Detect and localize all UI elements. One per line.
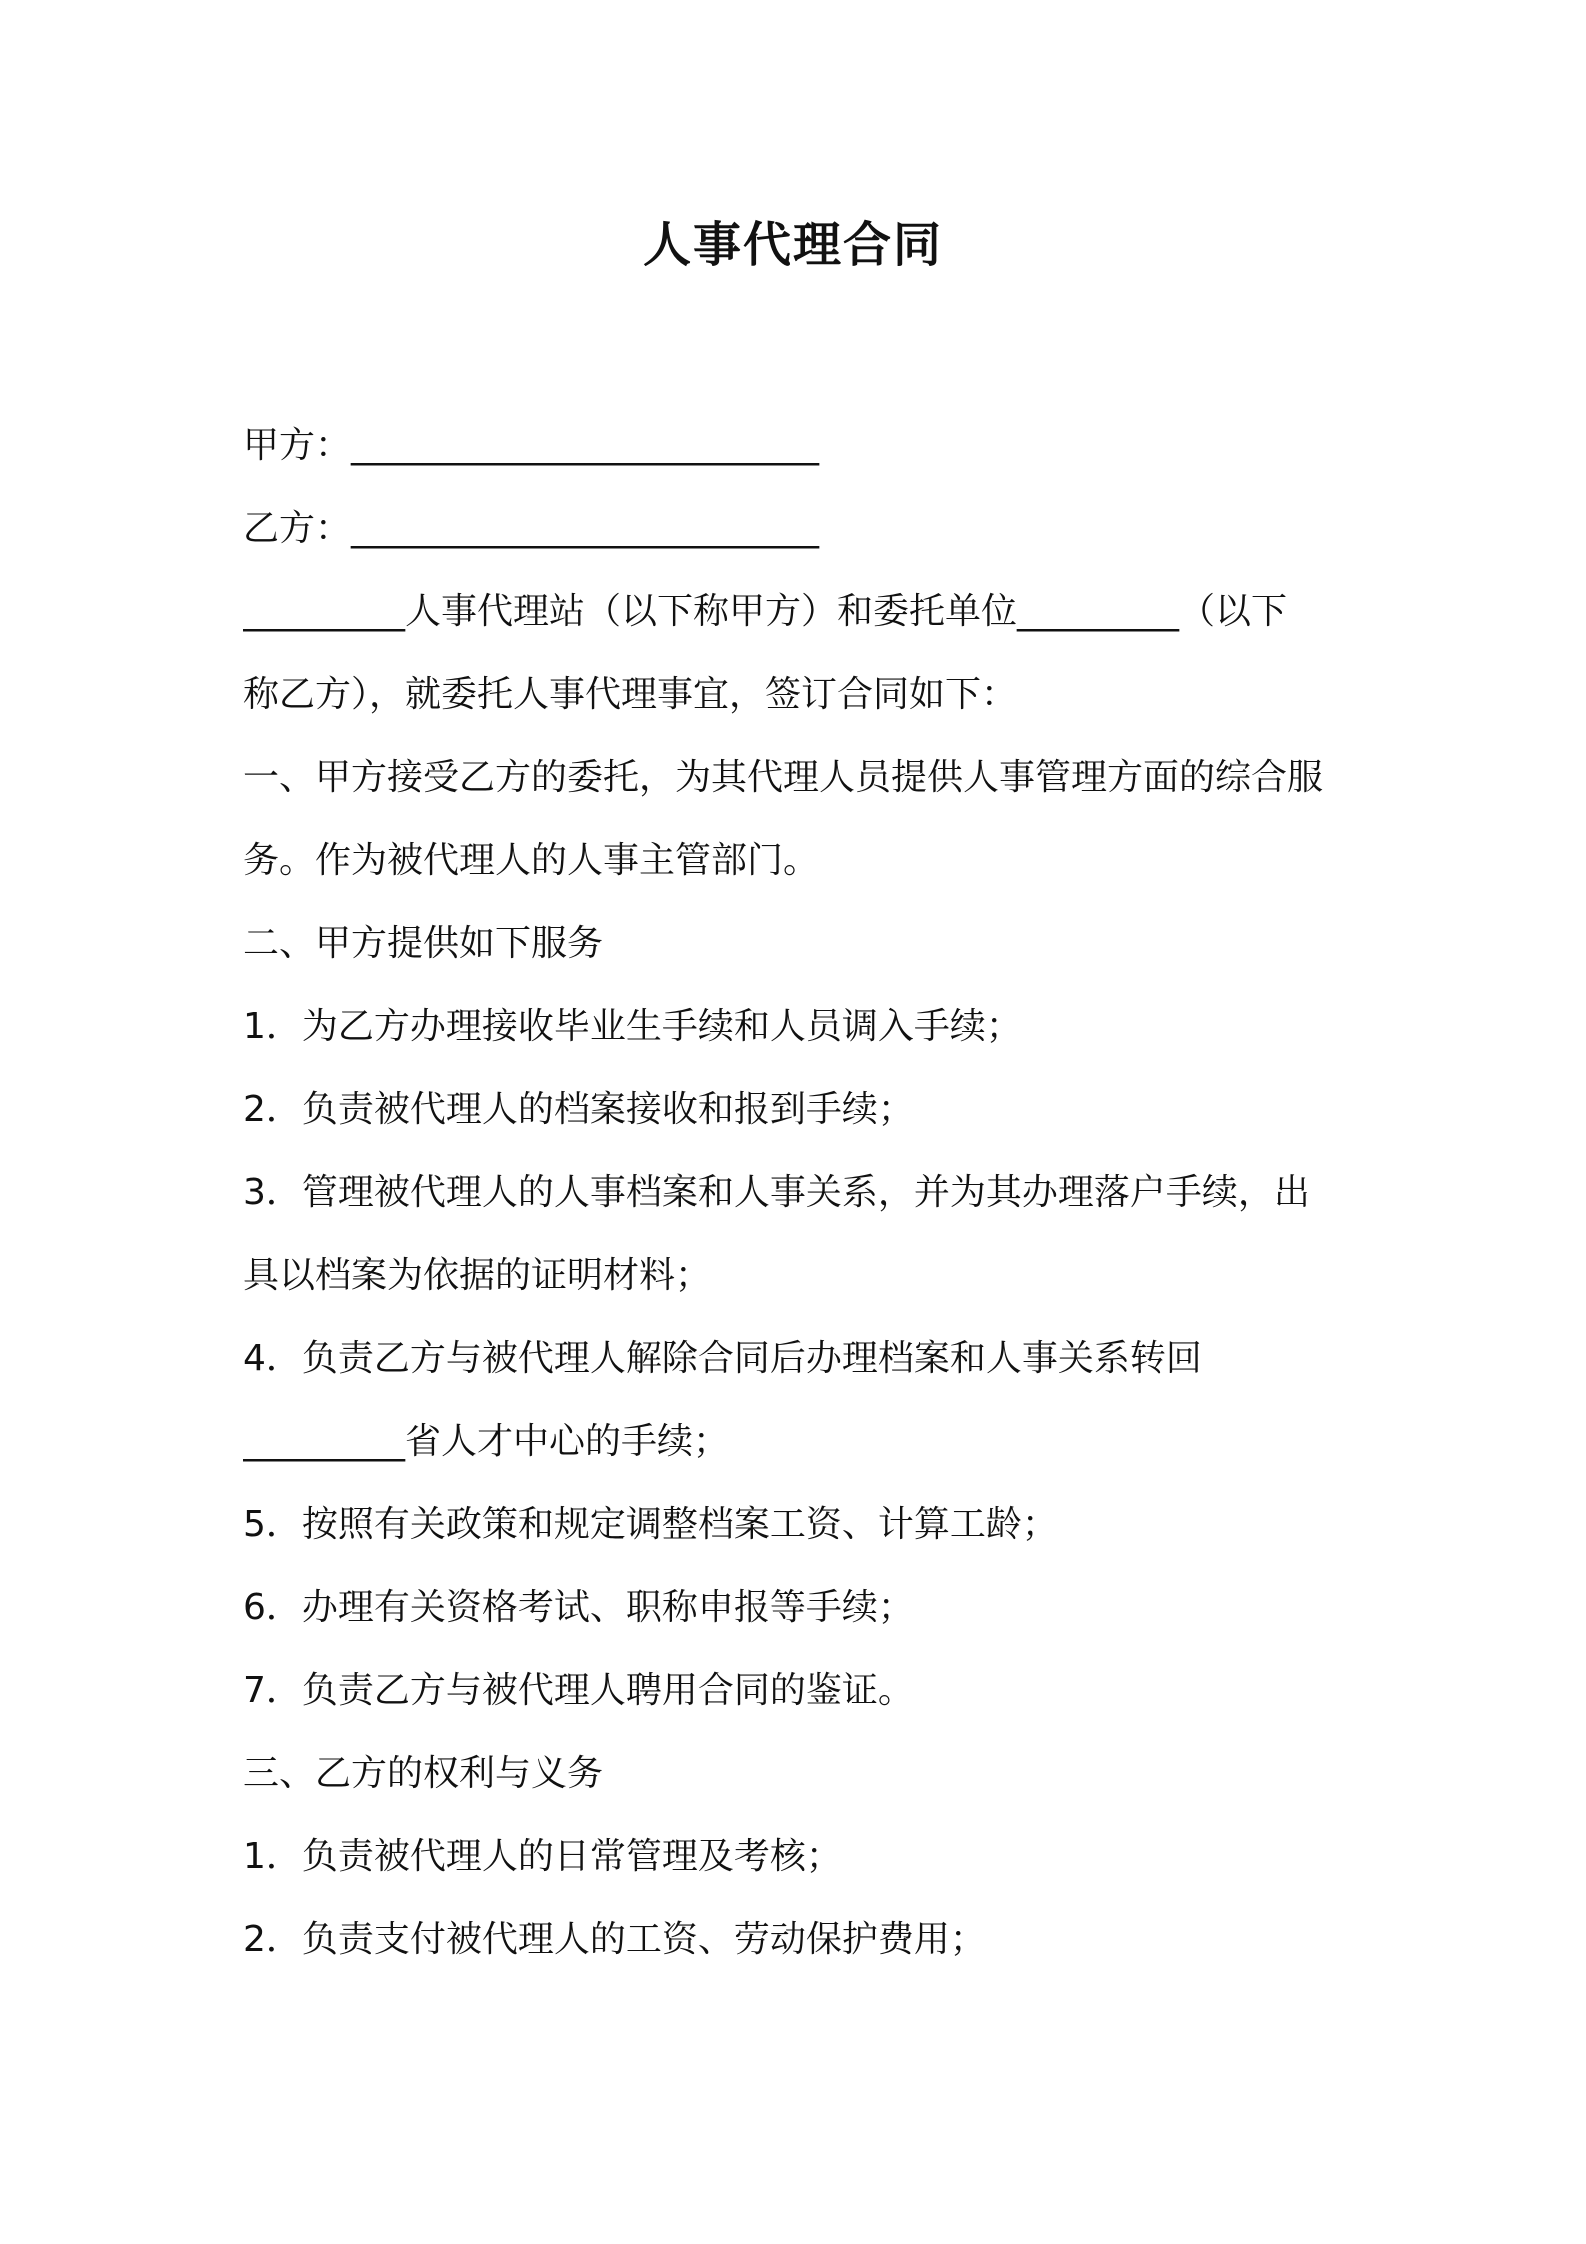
- preamble-line-2: 称乙方），就委托人事代理事宜，签订合同如下：: [243, 674, 1018, 715]
- duty-item-1: 1．负责被代理人的日常管理及考核；: [243, 1836, 842, 1877]
- preamble-line-1: _________人事代理站（以下称甲方）和委托单位_________（以下: [243, 591, 1288, 632]
- section-3-heading: 三、乙方的权利与义务: [243, 1753, 604, 1794]
- service-item-7: 7．负责乙方与被代理人聘用合同的鉴证。: [243, 1670, 914, 1711]
- service-item-5: 5．按照有关政策和规定调整档案工资、计算工龄；: [243, 1504, 1058, 1545]
- clause-1-line-2: 务。作为被代理人的人事主管部门。: [243, 840, 820, 881]
- service-item-6: 6．办理有关资格考试、职称申报等手续；: [243, 1587, 914, 1628]
- service-item-1: 1．为乙方办理接收毕业生手续和人员调入手续；: [243, 1006, 1022, 1047]
- duty-item-2: 2．负责支付被代理人的工资、劳动保护费用；: [243, 1919, 986, 1960]
- service-item-4-line-1: 4．负责乙方与被代理人解除合同后办理档案和人事关系转回: [243, 1338, 1202, 1379]
- service-item-3-line-1: 3．管理被代理人的人事档案和人事关系，并为其办理落户手续，出: [243, 1172, 1310, 1213]
- service-item-4-line-2: _________省人才中心的手续；: [243, 1421, 730, 1462]
- clause-1-line-1: 一、甲方接受乙方的委托，为其代理人员提供人事管理方面的综合服: [243, 757, 1324, 798]
- document-title: 人事代理合同: [642, 217, 943, 273]
- service-item-2: 2．负责被代理人的档案接收和报到手续；: [243, 1089, 914, 1130]
- service-item-3-line-2: 具以档案为依据的证明材料；: [243, 1255, 712, 1296]
- party-a-line: 甲方：__________________________: [243, 425, 820, 466]
- section-2-heading: 二、甲方提供如下服务: [243, 923, 604, 964]
- document-body: [243, 404, 1363, 1981]
- party-b-line: 乙方：__________________________: [243, 508, 820, 549]
